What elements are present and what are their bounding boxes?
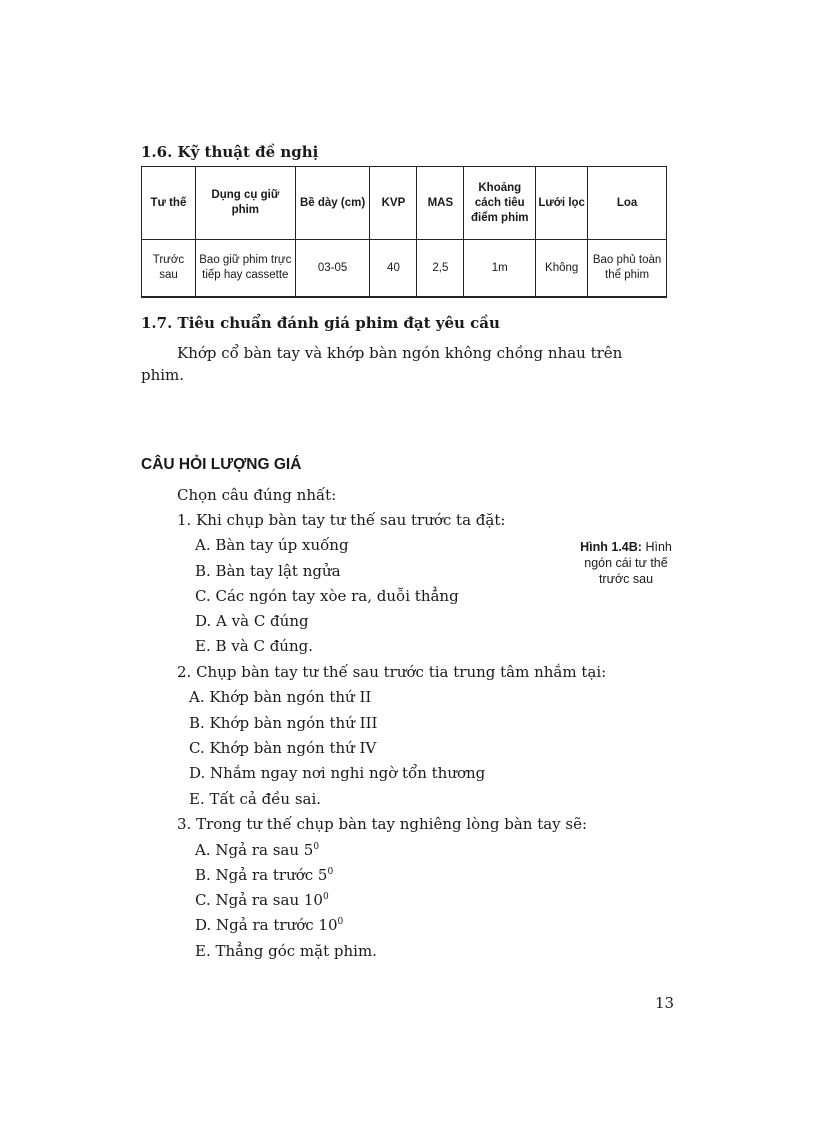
question-1-option: B. Bàn tay lật ngửa — [195, 562, 341, 580]
option-label: E. Thẳng góc mặt phim. — [195, 942, 377, 960]
table-cell: 1m — [464, 240, 536, 298]
table-header-cell: Loa — [588, 167, 667, 240]
table-cell: Bao phủ toàn thể phim — [588, 240, 667, 298]
table-header-cell: Bề dày (cm) — [295, 167, 370, 240]
quiz-heading: CÂU HỎI LƯỢNG GIÁ — [141, 456, 302, 473]
degree-superscript: 0 — [313, 842, 320, 852]
figure-caption-line: ngón cái tư thế — [584, 556, 668, 570]
degree-superscript: 0 — [327, 867, 334, 877]
section-heading-1-7: 1.7. Tiêu chuẩn đánh giá phim đạt yêu cầu — [141, 314, 500, 332]
table-header-cell: Dụng cụ giữ phim — [195, 167, 295, 240]
figure-caption-line: trước sau — [598, 572, 654, 586]
question-3-option — [195, 942, 377, 960]
question-2-option: A. Khớp bàn ngón thứ II — [189, 688, 372, 706]
question-3-option — [195, 841, 319, 859]
question-3: 3. Trong tư thế chụp bàn tay nghiêng lòng bàn tay sẽ: — [177, 815, 588, 833]
option-label: D. Ngả ra trước 10 — [195, 916, 338, 934]
figure-caption-line — [570, 539, 682, 555]
table-cell: 2,5 — [417, 240, 464, 298]
table-header-cell: MAS — [417, 167, 464, 240]
table-cell: Không — [536, 240, 588, 298]
degree-superscript: 0 — [337, 917, 344, 927]
table-cell: 40 — [370, 240, 417, 298]
question-3-option — [195, 916, 343, 934]
table-cell: Trước sau — [142, 240, 196, 298]
degree-superscript: 0 — [322, 892, 329, 902]
section-heading-1-6: 1.6. Kỹ thuật đề nghị — [141, 143, 319, 161]
table-header-cell: Khoảng cách tiêu điểm phim — [464, 167, 536, 240]
paragraph-line: Khớp cổ bàn tay và khớp bàn ngón không chồng nhau trên — [177, 344, 623, 362]
question-2-option: E. Tất cả đều sai. — [189, 790, 322, 808]
question-2-option: B. Khớp bàn ngón thứ III — [189, 714, 378, 732]
table-cell: 03-05 — [295, 240, 370, 298]
quiz-intro: Chọn câu đúng nhất: — [177, 486, 337, 504]
figure-label: Hình 1.4B: — [580, 540, 642, 554]
question-2-option: C. Khớp bàn ngón thứ IV — [189, 739, 377, 757]
table-header-row — [142, 167, 667, 240]
figure-caption-text: Hình — [645, 540, 672, 554]
question-3-option — [195, 891, 329, 909]
option-label: A. Ngả ra sau 5 — [195, 841, 314, 859]
question-2: 2. Chụp bàn tay tư thế sau trước tia trung tâm nhắm tại: — [177, 663, 607, 681]
question-2-option: D. Nhắm ngay nơi nghi ngờ tổn thương — [189, 764, 486, 782]
table-row — [142, 240, 667, 298]
question-1: 1. Khi chụp bàn tay tư thế sau trước ta đặt: — [177, 511, 506, 529]
table-cell: Bao giữ phim trực tiếp hay cassette — [195, 240, 295, 298]
question-1-option: A. Bàn tay úp xuống — [195, 536, 349, 554]
question-3-option — [195, 866, 333, 884]
option-label: C. Ngả ra sau 10 — [195, 891, 323, 909]
table-header-cell: KVP — [370, 167, 417, 240]
table-header-cell: Lưới lọc — [536, 167, 588, 240]
question-1-option: D. A và C đúng — [195, 612, 309, 630]
question-1-option: E. B và C đúng. — [195, 637, 314, 655]
option-label: B. Ngả ra trước 5 — [195, 866, 328, 884]
figure-caption — [570, 539, 682, 587]
page-number: 13 — [655, 994, 675, 1012]
technique-table — [141, 166, 667, 298]
question-1-option: C. Các ngón tay xòe ra, duỗi thẳng — [195, 587, 459, 605]
paragraph-line: phim. — [141, 366, 185, 384]
table-header-cell: Tư thế — [142, 167, 196, 240]
